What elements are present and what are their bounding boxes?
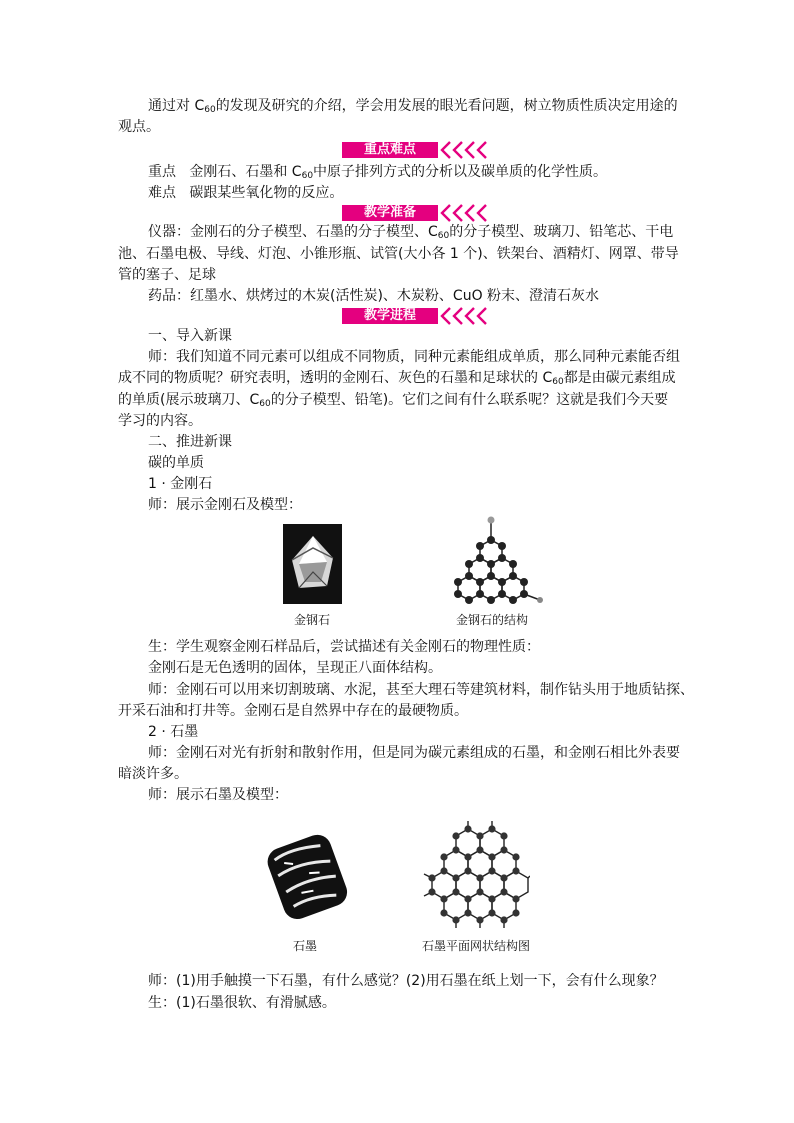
intro-line-2: 观点。 (118, 119, 160, 135)
text: 的发现及研究的介绍，学会用发展的眼光看问题，树立物质性质决定用途的 (215, 98, 678, 114)
subscript: 60 (437, 231, 450, 241)
item-title: 1 · 金刚石 (148, 476, 213, 492)
difficulty-label: 难点 (148, 185, 176, 201)
text: 仪器：金刚石的分子模型、石墨的分子模型、C (148, 224, 438, 240)
paragraph-line: 生：(1)石墨很软、有滑腻感。 (148, 995, 336, 1011)
text: 金刚石、石墨和 C (189, 164, 302, 180)
prep-line-4: 药品：红墨水、烘烤过的木炭(活性炭)、木炭粉、CuO 粉末、澄清石灰水 (148, 288, 600, 304)
text: 通过对 C (148, 98, 205, 114)
section-tag-label: 教学准备 (342, 205, 438, 221)
paragraph-line: 师：我们知道不同元素可以组成不同物质，同种元素能组成单质，那么同种元素能否组 (148, 349, 680, 365)
paragraph-line: 开采石油和打井等。金刚石是自然界中存在的最硬物质。 (118, 703, 468, 719)
difficulty-line (148, 183, 343, 203)
paragraph-line: 师：展示石墨及模型： (148, 787, 288, 803)
heading-intro: 一、导入新课 (148, 328, 232, 344)
text: 的分子模型、铅笔)。它们之间有什么联系呢？这就是我们今天要 (270, 392, 669, 408)
prep-line-2: 池、石墨电极、导线、灯泡、小锥形瓶、试管(大小各 1 个)、铁架台、酒精灯、网罩、带导 (118, 246, 679, 262)
section-tag-prep (342, 202, 492, 224)
caption-diamond: 金钢石 (294, 613, 331, 627)
text: 碳跟某些氧化物的反应。 (189, 185, 344, 201)
paragraph-line: 金刚石是无色透明的固体，呈现正八面体结构。 (148, 660, 442, 676)
diamond-photo (283, 524, 342, 604)
key-label: 重点 (148, 164, 176, 180)
chevron-arrows-icon (438, 305, 490, 327)
diamond-structure-diagram (454, 512, 544, 607)
chevron-arrows-icon (438, 139, 490, 161)
chevron-arrows-icon (438, 202, 490, 224)
paragraph-line: 师：(1)用手触摸一下石墨，有什么感觉？(2)用石墨在纸上划一下，会有什么现象？ (148, 973, 664, 989)
paragraph-line (118, 368, 676, 392)
graphite-photo (260, 826, 355, 926)
subscript: 60 (301, 171, 314, 181)
text: 的单质(展示玻璃刀、C (118, 392, 260, 408)
subscript: 60 (259, 399, 271, 409)
paragraph-line: 师：展示金刚石及模型： (148, 497, 302, 513)
text: 成不同的物质呢？研究表明，透明的金刚石、灰色的石墨和足球状的 C (118, 370, 553, 386)
paragraph-line: 师：金刚石对光有折射和散射作用，但是同为碳元素组成的石墨，和金刚石相比外表要 (148, 745, 680, 761)
section-tag-process (342, 305, 492, 327)
subscript: 60 (204, 105, 216, 115)
section-tag-key-points (342, 139, 492, 161)
caption-graphite-structure: 石墨平面网状结构图 (422, 939, 531, 953)
paragraph-line: 师：金刚石可以用来切割玻璃、水泥，甚至大理石等建筑材料，制作钻头用于地质钻探、 (148, 682, 694, 698)
caption-diamond-structure: 金钢石的结构 (456, 613, 529, 627)
section-tag-label: 教学进程 (342, 308, 438, 324)
item-title: 2 · 石墨 (148, 724, 199, 740)
prep-line-1 (148, 222, 673, 246)
graphite-structure-diagram (420, 818, 530, 933)
caption-graphite: 石墨 (293, 939, 318, 953)
text: 的分子模型、玻璃刀、铅笔芯、干电 (449, 224, 674, 240)
section-tag-label: 重点难点 (342, 142, 438, 158)
text: 中原子排列方式的分析以及碳单质的化学性质。 (313, 164, 608, 180)
prep-line-3: 管的塞子、足球 (118, 267, 216, 283)
topic-title: 碳的单质 (148, 455, 204, 471)
paragraph-line: 学习的内容。 (118, 413, 202, 429)
heading-new-lesson: 二、推进新课 (148, 434, 232, 450)
paragraph-line: 暗淡许多。 (118, 766, 188, 782)
subscript: 60 (552, 377, 564, 387)
paragraph-line: 生：学生观察金刚石样品后，尝试描述有关金刚石的物理性质： (148, 639, 540, 655)
text: 都是由碳元素组成 (563, 370, 676, 386)
intro-line-1 (148, 96, 678, 120)
